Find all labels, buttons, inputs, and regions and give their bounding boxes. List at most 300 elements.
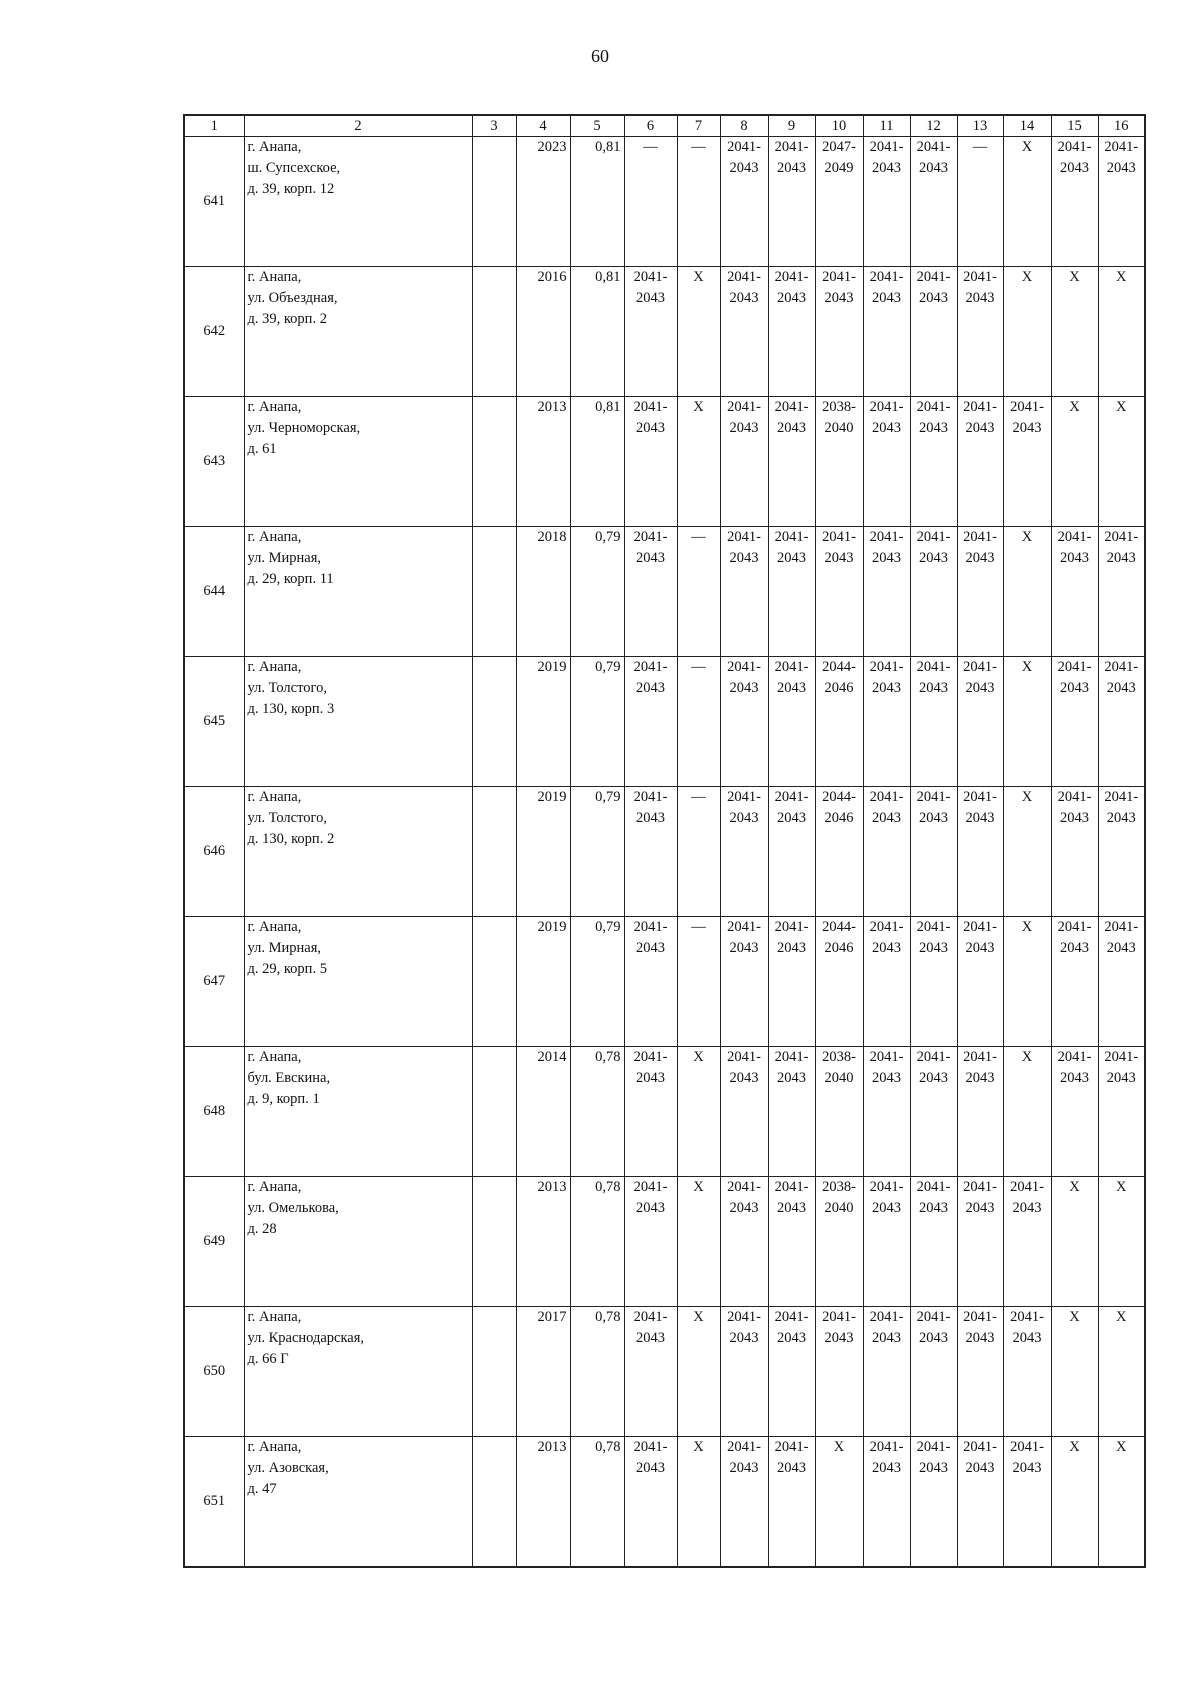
cell-text: 2041- 2043: [1057, 139, 1092, 176]
cell-text: 2041- 2043: [633, 399, 668, 436]
cell-text: 2041- 2043: [916, 1309, 951, 1346]
address-cell: [244, 1177, 472, 1307]
table-cell: [768, 1177, 815, 1307]
cell-text: —: [691, 529, 706, 545]
table-cell: [624, 137, 677, 267]
cell-text: X: [1116, 399, 1127, 415]
table-cell: [1051, 657, 1098, 787]
cell-text: 2041- 2043: [727, 1179, 761, 1216]
cell-text: X: [693, 399, 704, 415]
table-cell: [624, 1177, 677, 1307]
row-number: [184, 1437, 244, 1568]
table-cell: [720, 787, 768, 917]
table-cell: [863, 267, 910, 397]
table-cell: [863, 657, 910, 787]
table-cell: [1051, 267, 1098, 397]
table-cell: [624, 657, 677, 787]
cell-text: 644: [203, 583, 226, 599]
cell-text: 2041- 2043: [869, 269, 904, 306]
cell-text: 2041- 2043: [633, 659, 668, 696]
cell-text: 2041- 2043: [916, 269, 951, 306]
cell-text: X: [1021, 919, 1033, 935]
table-cell: [957, 787, 1003, 917]
cell-text: 0,79: [595, 789, 621, 805]
cell-text: г. Анапа, ул. Толстого, д. 130, корп. 3: [247, 659, 335, 717]
cell-text: 2041- 2043: [727, 1049, 761, 1086]
cell-text: 2038- 2040: [822, 1049, 856, 1086]
cell-text: —: [691, 789, 706, 805]
address-cell: [244, 917, 472, 1047]
cell-text: 2041- 2043: [822, 1309, 856, 1346]
cell-text: 2044- 2046: [822, 789, 856, 826]
cell-text: 2041- 2043: [916, 1439, 951, 1476]
table-cell: [768, 787, 815, 917]
cell-text: 2041- 2043: [633, 789, 668, 826]
cell-text: 2041- 2043: [727, 1439, 761, 1476]
cell-text: 2041- 2043: [1057, 659, 1092, 696]
table-cell: [720, 1177, 768, 1307]
page-number: 60: [591, 46, 609, 66]
row-number: [184, 1307, 244, 1437]
table-cell: [815, 397, 863, 527]
value-cell: [570, 527, 624, 657]
table-cell: [1098, 787, 1145, 917]
table-cell: [472, 657, 516, 787]
table-row: [184, 657, 1145, 787]
row-number: [184, 917, 244, 1047]
column-header: 9: [768, 115, 815, 137]
column-header: 7: [677, 115, 720, 137]
table-cell: [1051, 527, 1098, 657]
year-cell: [516, 787, 570, 917]
address-cell: [244, 1437, 472, 1568]
table-cell: [720, 1437, 768, 1568]
cell-text: 2013: [537, 1439, 567, 1455]
cell-text: 0,78: [595, 1049, 621, 1065]
cell-text: 2041- 2043: [869, 399, 904, 436]
cell-text: 2041- 2043: [633, 1049, 668, 1086]
table-cell: [910, 1437, 957, 1568]
table-cell: [677, 1437, 720, 1568]
table-cell: [472, 1047, 516, 1177]
table-row: [184, 1437, 1145, 1568]
table-cell: [624, 267, 677, 397]
cell-text: 2041- 2043: [774, 1179, 809, 1216]
table-cell: [768, 527, 815, 657]
column-header: 15: [1051, 115, 1098, 137]
table-cell: [720, 1307, 768, 1437]
table-row: [184, 397, 1145, 527]
cell-text: —: [972, 139, 988, 155]
cell-text: г. Анапа, ш. Супсехское, д. 39, корп. 12: [247, 139, 341, 197]
cell-text: 2041- 2043: [869, 529, 904, 566]
cell-text: 2016: [537, 269, 567, 285]
cell-text: —: [643, 139, 658, 155]
cell-text: 0,79: [595, 919, 621, 935]
cell-text: 2041- 2043: [1104, 919, 1139, 956]
cell-text: 2041- 2043: [963, 789, 997, 826]
table-cell: [863, 137, 910, 267]
table-cell: [1003, 1307, 1051, 1437]
table-cell: [815, 657, 863, 787]
cell-text: 649: [203, 1233, 226, 1249]
cell-text: 2041- 2043: [727, 139, 761, 176]
cell-text: 2041- 2043: [774, 399, 809, 436]
column-header: 4: [516, 115, 570, 137]
table-cell: [677, 1177, 720, 1307]
cell-text: 2041- 2043: [1104, 1049, 1139, 1086]
table-cell: [957, 527, 1003, 657]
cell-text: 2041- 2043: [869, 789, 904, 826]
cell-text: 2041- 2043: [774, 919, 809, 956]
table-cell: [815, 1047, 863, 1177]
cell-text: 2044- 2046: [822, 659, 856, 696]
table-cell: [472, 137, 516, 267]
column-header: 2: [244, 115, 472, 137]
year-cell: [516, 1437, 570, 1568]
row-number: [184, 267, 244, 397]
table-cell: [768, 1307, 815, 1437]
row-number: [184, 657, 244, 787]
cell-text: 2041- 2043: [1104, 659, 1139, 696]
cell-text: 0,78: [595, 1309, 621, 1325]
cell-text: 2041- 2043: [916, 399, 951, 436]
table-cell: [677, 657, 720, 787]
year-cell: [516, 917, 570, 1047]
column-header: 6: [624, 115, 677, 137]
table-cell: [768, 917, 815, 1047]
table-cell: [624, 1047, 677, 1177]
table-cell: [677, 137, 720, 267]
cell-text: 2041- 2043: [963, 919, 997, 956]
cell-text: 2041- 2043: [869, 919, 904, 956]
year-cell: [516, 1307, 570, 1437]
row-number: [184, 527, 244, 657]
table-cell: [910, 657, 957, 787]
cell-text: 2041- 2043: [869, 1309, 904, 1346]
table-cell: [768, 397, 815, 527]
cell-text: X: [1069, 1309, 1080, 1325]
address-cell: [244, 1047, 472, 1177]
cell-text: 0,78: [595, 1179, 621, 1195]
table-cell: [472, 1437, 516, 1568]
table-cell: [472, 1177, 516, 1307]
value-cell: [570, 787, 624, 917]
cell-text: 650: [203, 1363, 226, 1379]
cell-text: 646: [203, 843, 226, 859]
cell-text: г. Анапа, ул. Омелькова, д. 28: [247, 1179, 339, 1237]
cell-text: X: [1021, 659, 1033, 675]
cell-text: 0,81: [595, 139, 621, 155]
column-header: 11: [863, 115, 910, 137]
cell-text: X: [693, 1179, 704, 1195]
cell-text: 2041- 2043: [963, 1179, 997, 1216]
table-cell: [720, 917, 768, 1047]
cell-text: 651: [203, 1493, 226, 1509]
column-header: 16: [1098, 115, 1145, 137]
table-cell: [472, 917, 516, 1047]
column-header: 10: [815, 115, 863, 137]
table-cell: [815, 1437, 863, 1568]
cell-text: X: [1021, 789, 1033, 805]
table-cell: [1003, 267, 1051, 397]
table-cell: [1051, 1437, 1098, 1568]
table-cell: [1003, 137, 1051, 267]
table-row: [184, 137, 1145, 267]
cell-text: 0,81: [595, 399, 621, 415]
cell-text: 2041- 2043: [727, 1309, 761, 1346]
table-cell: [815, 1177, 863, 1307]
table-cell: [957, 1177, 1003, 1307]
table-cell: [1098, 1307, 1145, 1437]
cell-text: 2041- 2043: [774, 1309, 809, 1346]
cell-text: 0,79: [595, 529, 621, 545]
table-cell: [768, 657, 815, 787]
table-cell: [1051, 1047, 1098, 1177]
cell-text: 648: [203, 1103, 226, 1119]
table-cell: [910, 917, 957, 1047]
year-cell: [516, 1177, 570, 1307]
table-cell: [863, 1177, 910, 1307]
cell-text: X: [1021, 139, 1033, 155]
table-row: [184, 267, 1145, 397]
cell-text: г. Анапа, ул. Краснодарская, д. 66 Г: [247, 1309, 365, 1367]
cell-text: X: [1021, 269, 1033, 285]
cell-text: 2041- 2043: [1010, 1179, 1044, 1216]
table-cell: [624, 787, 677, 917]
value-cell: [570, 1307, 624, 1437]
cell-text: г. Анапа, ул. Азовская, д. 47: [247, 1439, 329, 1497]
table-cell: [1098, 527, 1145, 657]
cell-text: 2041- 2043: [1010, 1439, 1044, 1476]
cell-text: 2041- 2043: [774, 139, 809, 176]
cell-text: 2041- 2043: [1057, 789, 1092, 826]
table-cell: [472, 527, 516, 657]
cell-text: 2041- 2043: [727, 399, 761, 436]
table-row: [184, 527, 1145, 657]
cell-text: X: [1116, 269, 1127, 285]
cell-text: 2041- 2043: [963, 269, 997, 306]
cell-text: 645: [203, 713, 226, 729]
cell-text: 2041- 2043: [633, 269, 668, 306]
table-cell: [720, 267, 768, 397]
year-cell: [516, 527, 570, 657]
cell-text: 2041- 2043: [1104, 139, 1139, 176]
table-cell: [768, 1437, 815, 1568]
table-cell: [863, 1047, 910, 1177]
table-cell: [910, 1307, 957, 1437]
table-cell: [1098, 917, 1145, 1047]
table-cell: [910, 397, 957, 527]
table-cell: [815, 137, 863, 267]
table-row: [184, 787, 1145, 917]
column-header: 1: [184, 115, 244, 137]
table-cell: [1098, 267, 1145, 397]
cell-text: 2041- 2043: [916, 1049, 951, 1086]
table-cell: [815, 267, 863, 397]
table-cell: [677, 267, 720, 397]
table-cell: [957, 397, 1003, 527]
table-row: [184, 917, 1145, 1047]
table-cell: [957, 137, 1003, 267]
value-cell: [570, 1437, 624, 1568]
cell-text: X: [1116, 1309, 1127, 1325]
table-cell: [815, 917, 863, 1047]
table-cell: [863, 787, 910, 917]
table-cell: [910, 1047, 957, 1177]
table-cell: [624, 1437, 677, 1568]
year-cell: [516, 267, 570, 397]
table-cell: [1098, 657, 1145, 787]
table-cell: [1051, 917, 1098, 1047]
table-cell: [720, 527, 768, 657]
cell-text: г. Анапа, ул. Мирная, д. 29, корп. 11: [247, 529, 334, 587]
column-header: 14: [1003, 115, 1051, 137]
cell-text: 0,79: [595, 659, 621, 675]
cell-text: 2038- 2040: [822, 1179, 856, 1216]
column-header: 12: [910, 115, 957, 137]
table-cell: [863, 1437, 910, 1568]
cell-text: 2041- 2043: [727, 919, 761, 956]
cell-text: X: [1069, 269, 1080, 285]
table-cell: [1051, 397, 1098, 527]
table-cell: [1003, 397, 1051, 527]
cell-text: 2019: [537, 789, 567, 805]
cell-text: —: [691, 919, 706, 935]
cell-text: 2041- 2043: [963, 1049, 997, 1086]
value-cell: [570, 267, 624, 397]
cell-text: 2041- 2043: [1010, 1309, 1044, 1346]
cell-text: 2041- 2043: [1057, 919, 1092, 956]
cell-text: 2041- 2043: [727, 529, 761, 566]
cell-text: 2018: [537, 529, 567, 545]
cell-text: 2047- 2049: [822, 139, 856, 176]
table-cell: [957, 267, 1003, 397]
table-cell: [1003, 1437, 1051, 1568]
table-row: [184, 1307, 1145, 1437]
table-cell: [910, 787, 957, 917]
table-cell: [1051, 137, 1098, 267]
table-cell: [677, 917, 720, 1047]
year-cell: [516, 137, 570, 267]
year-cell: [516, 397, 570, 527]
cell-text: 2041- 2043: [916, 139, 951, 176]
table-cell: [624, 527, 677, 657]
table-cell: [910, 267, 957, 397]
year-cell: [516, 657, 570, 787]
cell-text: 2017: [537, 1309, 567, 1325]
cell-text: 2041- 2043: [633, 1309, 668, 1346]
cell-text: 2041- 2043: [963, 1439, 997, 1476]
cell-text: г. Анапа, ул. Мирная, д. 29, корп. 5: [247, 919, 327, 977]
cell-text: 2041- 2043: [869, 1049, 904, 1086]
table-cell: [768, 137, 815, 267]
cell-text: 2041- 2043: [869, 1439, 904, 1476]
table-cell: [472, 1307, 516, 1437]
table-cell: [957, 1307, 1003, 1437]
cell-text: 2041- 2043: [727, 269, 761, 306]
value-cell: [570, 917, 624, 1047]
cell-text: 2041- 2043: [822, 269, 856, 306]
cell-text: 2041- 2043: [633, 919, 668, 956]
cell-text: 2041- 2043: [774, 1439, 809, 1476]
cell-text: X: [693, 1049, 704, 1065]
cell-text: 2041- 2043: [727, 789, 761, 826]
cell-text: 2041- 2043: [774, 1049, 809, 1086]
cell-text: 2041- 2043: [822, 529, 856, 566]
cell-text: 2019: [537, 919, 567, 935]
table-cell: [677, 787, 720, 917]
row-number: [184, 137, 244, 267]
table-cell: [910, 527, 957, 657]
cell-text: 2041- 2043: [774, 789, 809, 826]
cell-text: г. Анапа, ул. Объездная, д. 39, корп. 2: [247, 269, 338, 327]
row-number: [184, 1177, 244, 1307]
table-cell: [957, 1437, 1003, 1568]
table-cell: [815, 527, 863, 657]
table-cell: [677, 1047, 720, 1177]
cell-text: 2013: [537, 1179, 567, 1195]
address-cell: [244, 267, 472, 397]
table-cell: [720, 657, 768, 787]
table-cell: [1003, 657, 1051, 787]
table-cell: [1003, 1177, 1051, 1307]
cell-text: X: [1069, 399, 1080, 415]
cell-text: —: [691, 659, 706, 675]
table-cell: [677, 397, 720, 527]
cell-text: X: [693, 269, 704, 285]
cell-text: 2041- 2043: [916, 789, 951, 826]
row-number: [184, 787, 244, 917]
cell-text: 2041- 2043: [774, 269, 809, 306]
cell-text: 2041- 2043: [869, 139, 904, 176]
cell-text: 647: [203, 973, 226, 989]
cell-text: 2019: [537, 659, 567, 675]
cell-text: 2041- 2043: [869, 1179, 904, 1216]
cell-text: г. Анапа, бул. Евскина, д. 9, корп. 1: [247, 1049, 331, 1107]
cell-text: г. Анапа, ул. Толстого, д. 130, корп. 2: [247, 789, 335, 847]
table-cell: [768, 1047, 815, 1177]
cell-text: 641: [203, 193, 226, 209]
cell-text: 2041- 2043: [963, 399, 997, 436]
table-row: [184, 1177, 1145, 1307]
cell-text: 2041- 2043: [1104, 789, 1139, 826]
table-cell: [863, 527, 910, 657]
table-cell: [863, 1307, 910, 1437]
table-cell: [1051, 1177, 1098, 1307]
table-cell: [1003, 917, 1051, 1047]
cell-text: X: [693, 1309, 704, 1325]
cell-text: 2041- 2043: [916, 529, 951, 566]
year-cell: [516, 1047, 570, 1177]
table-cell: [677, 527, 720, 657]
cell-text: X: [1116, 1179, 1127, 1195]
table-cell: [1098, 137, 1145, 267]
table-cell: [1003, 527, 1051, 657]
table-cell: [472, 787, 516, 917]
table-cell: [624, 1307, 677, 1437]
cell-text: X: [1069, 1439, 1080, 1455]
table-cell: [863, 917, 910, 1047]
cell-text: 2038- 2040: [822, 399, 856, 436]
column-header: 8: [720, 115, 768, 137]
cell-text: 2041- 2043: [916, 659, 951, 696]
cell-text: 2041- 2043: [727, 659, 761, 696]
cell-text: 2041- 2043: [633, 1179, 668, 1216]
cell-text: X: [693, 1439, 704, 1455]
value-cell: [570, 1177, 624, 1307]
cell-text: X: [833, 1439, 845, 1455]
